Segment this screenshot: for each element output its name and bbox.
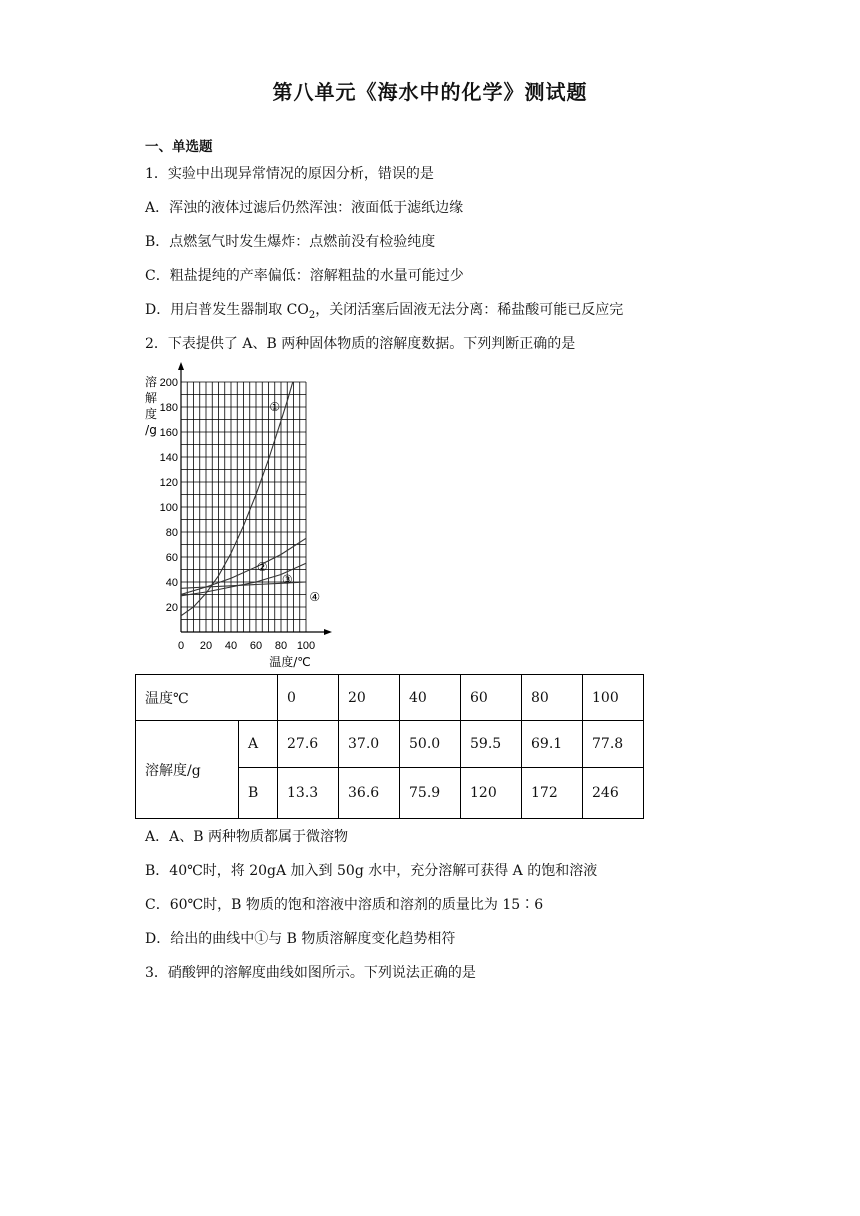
y-axis-arrow xyxy=(178,362,184,370)
y-tick-label: 120 xyxy=(159,477,178,489)
x-tick-label: 60 xyxy=(249,640,263,652)
q2-option-b: B．40℃时，将 20gA 加入到 50g 水中，充分溶解可获得 A 的饱和溶液 xyxy=(145,863,598,879)
value-cell: 59.5 xyxy=(461,721,522,768)
series-label: ② xyxy=(256,560,268,574)
series-label: ③ xyxy=(281,572,293,587)
q2-option-d: D．给出的曲线中①与 B 物质溶解度变化趋势相符 xyxy=(145,931,456,947)
solubility-table xyxy=(135,674,644,819)
x-tick-label: 40 xyxy=(224,640,238,652)
temp-cell: 60 xyxy=(461,675,522,721)
x-tick-label: 100 xyxy=(296,640,316,652)
solubility-chart xyxy=(140,360,350,670)
x-axis-label: 温度/℃ xyxy=(269,655,311,669)
y-axis-label: 解 xyxy=(144,391,158,405)
temp-cell: 0 xyxy=(278,675,339,721)
q1-option-d-post: ，关闭活塞后固液无法分离：稀盐酸可能已反应完 xyxy=(315,302,624,318)
x-tick-label: 0 xyxy=(177,640,185,652)
solubility-header: 溶解度/g xyxy=(136,721,239,819)
y-tick-label: 200 xyxy=(159,377,178,389)
x-axis-arrow xyxy=(324,629,332,635)
value-cell: 246 xyxy=(583,768,644,819)
y-tick-label: 60 xyxy=(165,552,178,564)
temp-cell: 100 xyxy=(583,675,644,721)
value-cell: 37.0 xyxy=(339,721,400,768)
q3-stem: 3．硝酸钾的溶解度曲线如图所示。下列说法正确的是 xyxy=(145,965,476,981)
value-cell: 172 xyxy=(522,768,583,819)
page-title: 第八单元《海水中的化学》测试题 xyxy=(272,80,588,104)
q2-stem: 2．下表提供了 A、B 两种固体物质的溶解度数据。下列判断正确的是 xyxy=(145,336,576,352)
value-cell: 69.1 xyxy=(522,721,583,768)
y-tick-label: 80 xyxy=(165,527,178,539)
temp-cell: 20 xyxy=(339,675,400,721)
y-tick-label: 20 xyxy=(165,602,178,614)
x-tick-label: 20 xyxy=(199,640,213,652)
value-cell: 27.6 xyxy=(278,721,339,768)
x-tick-label: 80 xyxy=(274,640,288,652)
q1-option-d xyxy=(145,299,623,321)
q1-option-c: C．粗盐提纯的产率偏低：溶解粗盐的水量可能过少 xyxy=(145,268,464,284)
value-cell: 36.6 xyxy=(339,768,400,819)
y-tick-label: 40 xyxy=(165,577,178,589)
section-heading: 一、单选题 xyxy=(145,139,213,155)
temp-cell: 40 xyxy=(400,675,461,721)
q1-option-d-pre: D．用启普发生器制取 CO xyxy=(145,302,309,318)
q1-stem: 1．实验中出现异常情况的原因分析，错误的是 xyxy=(145,166,434,182)
substance-label: B xyxy=(239,768,278,819)
y-tick-label: 180 xyxy=(159,402,178,414)
q1-option-a: A．浑浊的液体过滤后仍然浑浊：液面低于滤纸边缘 xyxy=(145,200,464,216)
temp-cell: 80 xyxy=(522,675,583,721)
value-cell: 50.0 xyxy=(400,721,461,768)
q1-option-d-sub: 2 xyxy=(308,309,316,321)
y-axis-label: 溶 xyxy=(144,375,158,389)
q2-option-c: C．60℃时，B 物质的饱和溶液中溶质和溶剂的质量比为 15∶6 xyxy=(145,897,544,913)
y-tick-label: 160 xyxy=(159,427,178,439)
y-axis-label: /g xyxy=(145,423,157,437)
y-tick-label: 140 xyxy=(159,452,178,464)
y-tick-label: 100 xyxy=(159,502,178,514)
y-axis-label: 度 xyxy=(144,407,158,421)
substance-label: A xyxy=(239,721,278,768)
q2-option-a: A．A、B 两种物质都属于微溶物 xyxy=(145,829,348,845)
q1-option-b: B．点燃氢气时发生爆炸：点燃前没有检验纯度 xyxy=(145,234,436,250)
value-cell: 77.8 xyxy=(583,721,644,768)
value-cell: 75.9 xyxy=(400,768,461,819)
temp-header: 温度℃ xyxy=(136,675,278,721)
series-label: ④ xyxy=(309,590,321,604)
value-cell: 120 xyxy=(461,768,522,819)
value-cell: 13.3 xyxy=(278,768,339,819)
series-label: ① xyxy=(269,400,281,414)
